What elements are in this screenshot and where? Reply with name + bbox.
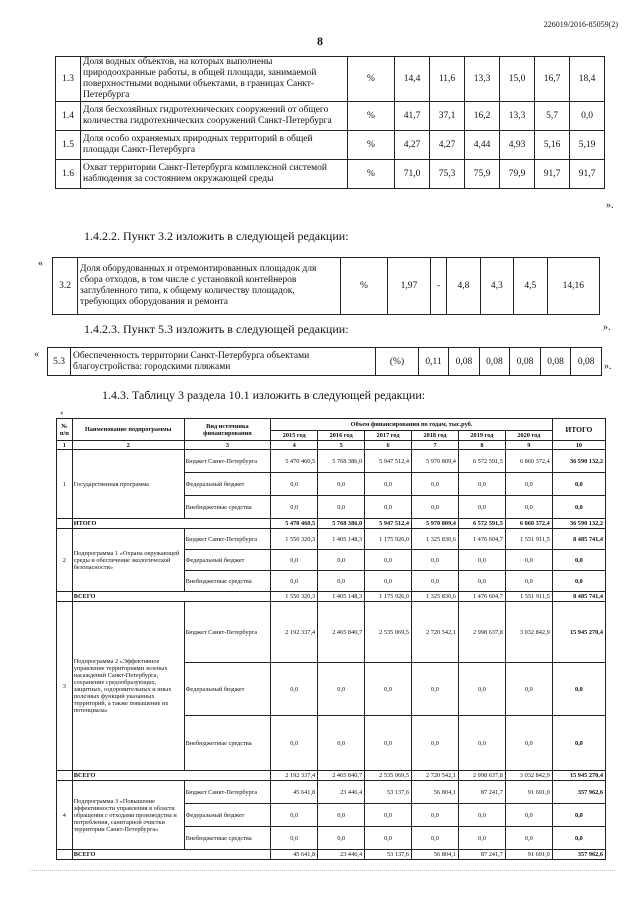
header-year: 2020 год bbox=[505, 431, 552, 441]
total-amount-cell: 5 470 460,5 bbox=[271, 519, 318, 529]
value-cell: 0,08 bbox=[510, 348, 541, 376]
amount-cell: 0,0 bbox=[412, 550, 459, 571]
amount-cell: 0,0 bbox=[318, 716, 365, 771]
value-cell: 75,3 bbox=[430, 160, 465, 189]
total-amount-cell: 2 720 542,1 bbox=[412, 771, 459, 781]
unit-cell: % bbox=[348, 160, 395, 189]
total-amount-cell: 2 465 840,7 bbox=[318, 771, 365, 781]
amount-cell: 0,0 bbox=[318, 571, 365, 592]
heading-item-5-3: 1.4.2.3. Пункт 5.3 изложить в следующей редакции: bbox=[84, 322, 349, 336]
closing-quote-2: ». bbox=[603, 322, 611, 333]
amount-cell: 1 550 320,3 bbox=[271, 529, 318, 550]
value-cell: 79,9 bbox=[500, 160, 535, 189]
amount-cell: 5 970 809,4 bbox=[412, 450, 459, 473]
opening-quote-4: « bbox=[60, 409, 64, 417]
header-total: ИТОГО bbox=[552, 419, 605, 441]
row-number: 5.3 bbox=[48, 348, 71, 376]
amount-cell: 0,0 bbox=[505, 663, 552, 716]
amount-cell: 0,0 bbox=[318, 473, 365, 496]
total-amount-cell: 53 137,6 bbox=[365, 850, 412, 860]
unit-cell: % bbox=[348, 57, 395, 102]
header-name: Наименование подпрограммы bbox=[72, 419, 184, 441]
amount-cell: 0,0 bbox=[552, 550, 605, 571]
source-extrabudget: Внебюджетные средства bbox=[184, 571, 271, 592]
heading-table-3: 1.4.3. Таблицу 3 раздела 10.1 изложить в следующей редакции: bbox=[102, 388, 426, 402]
amount-cell: 0,0 bbox=[412, 663, 459, 716]
group-number: 4 bbox=[57, 781, 73, 850]
source-federal: Федеральный бюджет bbox=[184, 550, 271, 571]
group-number: 1 bbox=[57, 450, 73, 519]
row-number: 1.6 bbox=[56, 160, 81, 189]
amount-cell: 91 691,0 bbox=[505, 781, 552, 804]
value-cell: 0,11 bbox=[419, 348, 449, 376]
amount-cell: 6 572 591,5 bbox=[458, 450, 505, 473]
column-number: 2 bbox=[72, 441, 184, 450]
amount-cell: 15 945 270,4 bbox=[552, 602, 605, 663]
total-spacer bbox=[57, 519, 73, 529]
indicators-table-1 bbox=[55, 56, 605, 189]
header-year: 2015 год bbox=[271, 431, 318, 441]
amount-cell: 8 485 741,4 bbox=[552, 529, 605, 550]
source-extrabudget: Внебюджетные средства bbox=[184, 827, 271, 850]
amount-cell: 5 470 460,5 bbox=[271, 450, 318, 473]
value-cell: 13,3 bbox=[465, 57, 500, 102]
amount-cell: 0,0 bbox=[271, 473, 318, 496]
total-amount-cell: 1 550 320,3 bbox=[271, 592, 318, 602]
amount-cell: 0,0 bbox=[365, 716, 412, 771]
financing-table bbox=[56, 418, 606, 860]
subprogram-name: Подпрограмма 1 «Охрана окружающей среды и обеспечение экологической безопасности» bbox=[72, 529, 184, 592]
amount-cell: 1 551 911,5 bbox=[505, 529, 552, 550]
column-number: 5 bbox=[318, 441, 365, 450]
amount-cell: 0,0 bbox=[552, 571, 605, 592]
amount-cell: 0,0 bbox=[412, 571, 459, 592]
source-extrabudget: Внебюджетные средства bbox=[184, 496, 271, 519]
value-cell: 4,5 bbox=[514, 258, 547, 315]
amount-cell: 0,0 bbox=[412, 496, 459, 519]
value-cell: 16,2 bbox=[465, 102, 500, 131]
value-cell: 14,16 bbox=[547, 258, 599, 315]
total-amount-cell: 5 768 386,0 bbox=[318, 519, 365, 529]
value-cell: 0,0 bbox=[570, 102, 605, 131]
total-amount-cell: 1 175 926,0 bbox=[365, 592, 412, 602]
financing-row-total bbox=[57, 519, 606, 529]
financing-row-total bbox=[57, 850, 606, 860]
amount-cell: 0,0 bbox=[365, 496, 412, 519]
value-cell: 5,19 bbox=[570, 131, 605, 160]
document-number: 226019/2016-85059(2) bbox=[543, 20, 618, 29]
amount-cell: 0,0 bbox=[271, 496, 318, 519]
value-cell: 4,27 bbox=[430, 131, 465, 160]
amount-cell: 2 465 840,7 bbox=[318, 602, 365, 663]
indicator-row bbox=[56, 160, 605, 189]
value-cell: - bbox=[430, 258, 446, 315]
indicator-name: Доля особо охраняемых природных территорий в общей площади Санкт-Петербурга bbox=[81, 131, 348, 160]
total-amount-cell: 45 641,8 bbox=[271, 850, 318, 860]
page-bottom-rule bbox=[30, 870, 615, 871]
row-number: 3.2 bbox=[53, 258, 78, 315]
value-cell: 37,1 bbox=[430, 102, 465, 131]
column-number: 10 bbox=[552, 441, 605, 450]
total-amount-cell: 1 405 148,3 bbox=[318, 592, 365, 602]
total-amount-cell: 36 590 132,2 bbox=[552, 519, 605, 529]
total-amount-cell: 6 860 372,4 bbox=[505, 519, 552, 529]
total-label: ВСЕГО bbox=[72, 850, 271, 860]
total-amount-cell: 2 998 637,8 bbox=[458, 771, 505, 781]
indicator-name: Доля водных объектов, на которых выполнены природоохранные работы, в общей площади, занимаемой поверхностными водными объектами, в границах Санкт-Петербурга bbox=[81, 57, 348, 102]
value-cell: 4,27 bbox=[395, 131, 430, 160]
value-cell: 91,7 bbox=[570, 160, 605, 189]
amount-cell: 1 405 148,3 bbox=[318, 529, 365, 550]
amount-cell: 0,0 bbox=[505, 827, 552, 850]
amount-cell: 45 641,8 bbox=[271, 781, 318, 804]
subprogram-name: Подпрограмма 2 «Эффективное управление территориями зеленых насаждений Санкт-Петербурга, сохранение средообразующих, защитных, оздоровительных и иных полезных функций указанных территорий, а также повышение их потенциала» bbox=[72, 602, 184, 771]
amount-cell: 0,0 bbox=[458, 550, 505, 571]
financing-row-total bbox=[57, 771, 606, 781]
amount-cell: 0,0 bbox=[552, 473, 605, 496]
value-cell: 15,0 bbox=[500, 57, 535, 102]
header-source: Вид источника финансирования bbox=[184, 419, 271, 441]
amount-cell: 0,0 bbox=[271, 827, 318, 850]
indicator-row bbox=[56, 102, 605, 131]
amount-cell: 2 192 337,4 bbox=[271, 602, 318, 663]
column-number: 9 bbox=[505, 441, 552, 450]
opening-quote-3: « bbox=[34, 349, 39, 360]
amount-cell: 357 962,6 bbox=[552, 781, 605, 804]
amount-cell: 56 804,1 bbox=[412, 781, 459, 804]
amount-cell: 1 175 926,0 bbox=[365, 529, 412, 550]
amount-cell: 0,0 bbox=[318, 827, 365, 850]
header-year: 2019 год bbox=[458, 431, 505, 441]
amount-cell: 0,0 bbox=[458, 473, 505, 496]
source-federal: Федеральный бюджет bbox=[184, 663, 271, 716]
amount-cell: 0,0 bbox=[365, 827, 412, 850]
total-amount-cell: 6 572 591,5 bbox=[458, 519, 505, 529]
indicator-name: Доля оборудованных и отремонтированных площадок для сбора отходов, в том числе с установкой контейнеров заглубленного типа, к общему количеству площадок, требующих оборудования и ремонта bbox=[78, 258, 341, 315]
amount-cell: 87 241,7 bbox=[458, 781, 505, 804]
amount-cell: 0,0 bbox=[365, 473, 412, 496]
value-cell: 0,08 bbox=[571, 348, 602, 376]
header-year: 2017 год bbox=[365, 431, 412, 441]
total-amount-cell: 23 446,4 bbox=[318, 850, 365, 860]
total-label: ИТОГО bbox=[72, 519, 271, 529]
heading-item-3-2: 1.4.2.2. Пункт 3.2 изложить в следующей редакции: bbox=[84, 229, 349, 243]
amount-cell: 0,0 bbox=[458, 663, 505, 716]
total-amount-cell: 1 325 830,6 bbox=[412, 592, 459, 602]
value-cell: 0,08 bbox=[540, 348, 571, 376]
amount-cell: 2 720 542,1 bbox=[412, 602, 459, 663]
financing-row-total bbox=[57, 592, 606, 602]
amount-cell: 3 032 842,9 bbox=[505, 602, 552, 663]
total-label: ВСЕГО bbox=[72, 592, 271, 602]
header-year: 2018 год bbox=[412, 431, 459, 441]
indicator-name: Охват территории Санкт-Петербурга комплексной системой наблюдения за состоянием окружающей среды bbox=[81, 160, 348, 189]
header-no: № п/п bbox=[57, 419, 73, 441]
indicator-name: Обеспеченность территории Санкт-Петербурга объектами благоустройства: городскими пляжами bbox=[71, 348, 376, 376]
amount-cell: 2 535 069,5 bbox=[365, 602, 412, 663]
value-cell: 4,93 bbox=[500, 131, 535, 160]
amount-cell: 0,0 bbox=[412, 716, 459, 771]
amount-cell: 0,0 bbox=[458, 716, 505, 771]
amount-cell: 0,0 bbox=[271, 571, 318, 592]
amount-cell: 0,0 bbox=[271, 663, 318, 716]
column-number: 6 bbox=[365, 441, 412, 450]
row-number: 1.5 bbox=[56, 131, 81, 160]
value-cell: 11,6 bbox=[430, 57, 465, 102]
total-amount-cell: 87 241,7 bbox=[458, 850, 505, 860]
amount-cell: 0,0 bbox=[505, 550, 552, 571]
amount-cell: 0,0 bbox=[552, 827, 605, 850]
amount-cell: 23 446,4 bbox=[318, 781, 365, 804]
indicator-table-5-3 bbox=[47, 347, 602, 376]
amount-cell: 1 476 604,7 bbox=[458, 529, 505, 550]
amount-cell: 0,0 bbox=[271, 716, 318, 771]
amount-cell: 0,0 bbox=[505, 473, 552, 496]
amount-cell: 0,0 bbox=[365, 550, 412, 571]
header-volume: Объем финансирования по годам, тыс.руб. bbox=[271, 419, 553, 431]
source-budget: Бюджет Санкт-Петербурга bbox=[184, 781, 271, 804]
amount-cell: 5 768 386,0 bbox=[318, 450, 365, 473]
subprogram-name: Подпрограмма 3 «Повышение эффективности управления в области обращения с отходами производства и потребления, санитарной очистки территории Санкт-Петербурга» bbox=[72, 781, 184, 850]
amount-cell: 0,0 bbox=[365, 804, 412, 827]
total-amount-cell: 2 535 069,5 bbox=[365, 771, 412, 781]
column-number: 7 bbox=[412, 441, 459, 450]
indicator-row bbox=[56, 57, 605, 102]
row-number: 1.3 bbox=[56, 57, 81, 102]
total-spacer bbox=[57, 771, 73, 781]
indicator-row bbox=[56, 131, 605, 160]
unit-cell: % bbox=[341, 258, 388, 315]
source-federal: Федеральный бюджет bbox=[184, 804, 271, 827]
value-cell: 4,44 bbox=[465, 131, 500, 160]
total-amount-cell: 8 485 741,4 bbox=[552, 592, 605, 602]
financing-row-budget bbox=[57, 602, 606, 663]
amount-cell: 0,0 bbox=[505, 496, 552, 519]
amount-cell: 0,0 bbox=[458, 804, 505, 827]
total-amount-cell: 357 962,6 bbox=[552, 850, 605, 860]
amount-cell: 0,0 bbox=[412, 473, 459, 496]
closing-quote-3: ». bbox=[604, 361, 612, 372]
amount-cell: 2 998 637,8 bbox=[458, 602, 505, 663]
indicator-table-3-2 bbox=[52, 257, 600, 315]
total-amount-cell: 15 945 270,4 bbox=[552, 771, 605, 781]
opening-quote-2: « bbox=[38, 258, 43, 269]
financing-row-budget bbox=[57, 781, 606, 804]
total-amount-cell: 3 032 842,9 bbox=[505, 771, 552, 781]
amount-cell: 0,0 bbox=[318, 663, 365, 716]
amount-cell: 0,0 bbox=[505, 571, 552, 592]
source-extrabudget: Внебюджетные средства bbox=[184, 716, 271, 771]
amount-cell: 0,0 bbox=[552, 804, 605, 827]
total-spacer bbox=[57, 850, 73, 860]
column-number: 8 bbox=[458, 441, 505, 450]
total-amount-cell: 1 551 911,5 bbox=[505, 592, 552, 602]
amount-cell: 6 860 372,4 bbox=[505, 450, 552, 473]
amount-cell: 0,0 bbox=[318, 496, 365, 519]
value-cell: 4,3 bbox=[480, 258, 513, 315]
total-amount-cell: 1 476 604,7 bbox=[458, 592, 505, 602]
amount-cell: 0,0 bbox=[458, 571, 505, 592]
amount-cell: 0,0 bbox=[318, 550, 365, 571]
amount-cell: 0,0 bbox=[271, 804, 318, 827]
value-cell: 16,7 bbox=[535, 57, 570, 102]
amount-cell: 0,0 bbox=[412, 827, 459, 850]
total-amount-cell: 91 691,0 bbox=[505, 850, 552, 860]
amount-cell: 0,0 bbox=[505, 716, 552, 771]
column-number: 4 bbox=[271, 441, 318, 450]
value-cell: 5,16 bbox=[535, 131, 570, 160]
amount-cell: 0,0 bbox=[552, 716, 605, 771]
group-number: 3 bbox=[57, 602, 73, 771]
total-amount-cell: 5 947 512,4 bbox=[365, 519, 412, 529]
amount-cell: 0,0 bbox=[365, 571, 412, 592]
closing-quote-1: ». bbox=[606, 200, 614, 211]
amount-cell: 53 137,6 bbox=[365, 781, 412, 804]
source-federal: Федеральный бюджет bbox=[184, 473, 271, 496]
value-cell: 13,3 bbox=[500, 102, 535, 131]
financing-row-budget bbox=[57, 529, 606, 550]
value-cell: 5,7 bbox=[535, 102, 570, 131]
financing-row-budget bbox=[57, 450, 606, 473]
value-cell: 14,4 bbox=[395, 57, 430, 102]
amount-cell: 0,0 bbox=[458, 496, 505, 519]
unit-cell: % bbox=[348, 102, 395, 131]
amount-cell: 0,0 bbox=[552, 496, 605, 519]
amount-cell: 0,0 bbox=[271, 550, 318, 571]
value-cell: 91,7 bbox=[535, 160, 570, 189]
total-spacer bbox=[57, 592, 73, 602]
value-cell: 75,9 bbox=[465, 160, 500, 189]
amount-cell: 0,0 bbox=[458, 827, 505, 850]
subprogram-name: Государственная программа bbox=[72, 450, 184, 519]
value-cell: 71,0 bbox=[395, 160, 430, 189]
header-year: 2016 год bbox=[318, 431, 365, 441]
column-number: 3 bbox=[184, 441, 271, 450]
value-cell: 4,8 bbox=[447, 258, 480, 315]
amount-cell: 0,0 bbox=[552, 663, 605, 716]
total-amount-cell: 5 970 809,4 bbox=[412, 519, 459, 529]
value-cell: 0,08 bbox=[449, 348, 480, 376]
value-cell: 1,97 bbox=[388, 258, 431, 315]
total-amount-cell: 2 192 337,4 bbox=[271, 771, 318, 781]
column-number: 1 bbox=[57, 441, 73, 450]
value-cell: 41,7 bbox=[395, 102, 430, 131]
group-number: 2 bbox=[57, 529, 73, 592]
unit-cell: (%) bbox=[376, 348, 419, 376]
total-amount-cell: 56 804,1 bbox=[412, 850, 459, 860]
amount-cell: 36 590 132,2 bbox=[552, 450, 605, 473]
value-cell: 0,08 bbox=[479, 348, 510, 376]
total-label: ВСЕГО bbox=[72, 771, 271, 781]
source-budget: Бюджет Санкт-Петербурга bbox=[184, 602, 271, 663]
indicator-name: Доля бесхозяйных гидротехнических сооружений от общего количества гидротехнических сооружений Санкт-Петербурга bbox=[81, 102, 348, 131]
amount-cell: 0,0 bbox=[505, 804, 552, 827]
unit-cell: % bbox=[348, 131, 395, 160]
row-number: 1.4 bbox=[56, 102, 81, 131]
source-budget: Бюджет Санкт-Петербурга bbox=[184, 450, 271, 473]
amount-cell: 0,0 bbox=[365, 663, 412, 716]
amount-cell: 0,0 bbox=[318, 804, 365, 827]
amount-cell: 1 325 830,6 bbox=[412, 529, 459, 550]
page-number: 8 bbox=[317, 34, 323, 48]
value-cell: 18,4 bbox=[570, 57, 605, 102]
amount-cell: 0,0 bbox=[412, 804, 459, 827]
amount-cell: 5 947 512,4 bbox=[365, 450, 412, 473]
source-budget: Бюджет Санкт-Петербурга bbox=[184, 529, 271, 550]
